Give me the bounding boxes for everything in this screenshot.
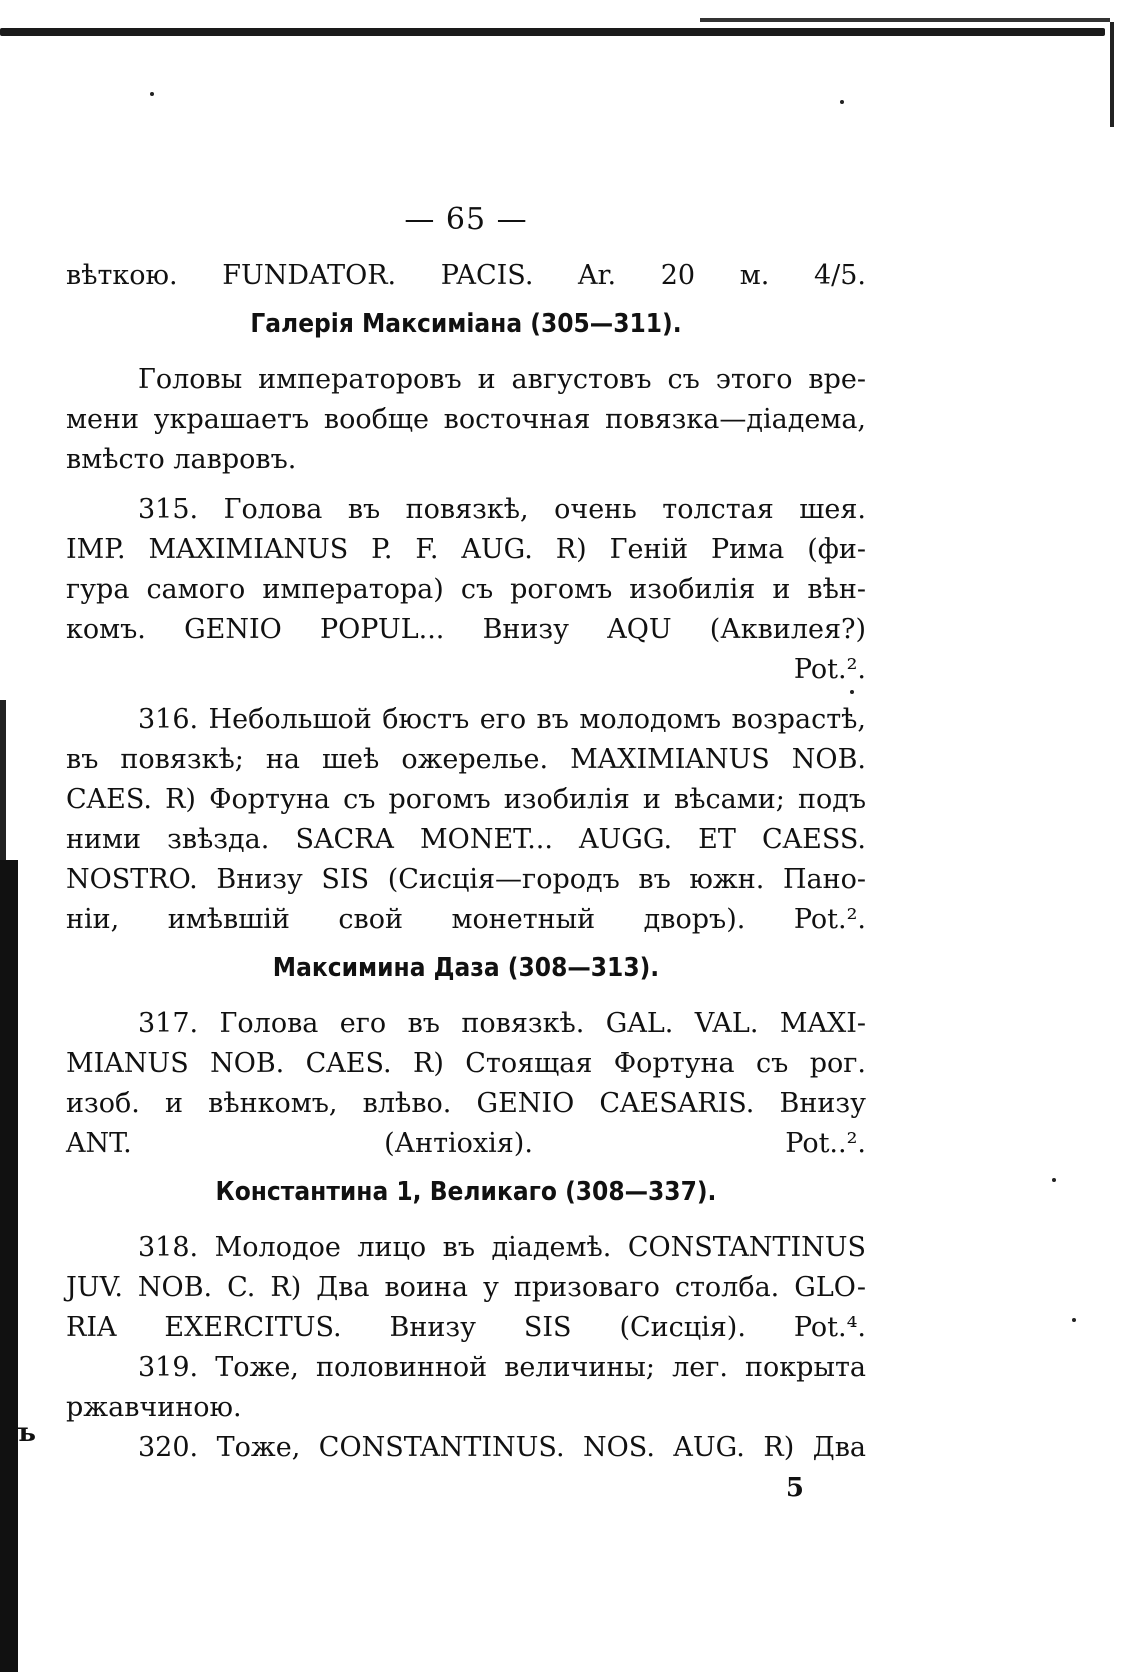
text-line: MIANUS NOB. CAES. R) Стоящая Фортуна съ рог.	[66, 1048, 866, 1079]
text-line: изоб. и вѣнкомъ, влѣво. GENIO CAESARIS. Внизу	[66, 1088, 866, 1119]
margin-note: ъ	[16, 1418, 36, 1448]
speck	[1052, 1178, 1056, 1182]
text-line: въ повязкѣ; на шеѣ ожерелье. MAXIMIANUS NOB.	[66, 744, 866, 775]
scan-edge-top	[0, 28, 1105, 36]
scan-edge-left-thin	[0, 700, 6, 860]
text-line: мени украшаетъ вообще восточная повязка—діадема,	[66, 404, 866, 435]
text-line: вѣткою. FUNDATOR. PACIS. Ar. 20 м. 4/5.	[66, 260, 866, 291]
text-line: 318. Молодое лицо въ діадемѣ. CONSTANTINUS	[138, 1232, 866, 1263]
signature-mark: 5	[785, 1473, 804, 1503]
section-heading: Максимина Даза (308—313).	[272, 953, 660, 983]
text-line: ржавчиною.	[66, 1392, 242, 1423]
text-line: ніи, имѣвшій свой монетный дворъ). Pot.².	[66, 904, 866, 935]
speck	[1072, 1318, 1076, 1322]
text-line: 316. Небольшой бюстъ его въ молодомъ возрастѣ,	[138, 704, 866, 735]
speck	[840, 100, 844, 104]
text-line: NOSTRO. Внизу SIS (Сисція—городъ въ южн. Пано-	[66, 864, 866, 895]
text-line: RIA EXERCITUS. Внизу SIS (Сисція). Pot.⁴.	[66, 1312, 866, 1343]
scan-edge-left	[0, 860, 18, 1672]
text-line: 317. Голова его въ повязкѣ. GAL. VAL. MAXI-	[138, 1008, 866, 1039]
page-number-top: — 65 —	[404, 202, 528, 237]
text-line: гура самого императора) съ рогомъ изобилія и вѣн-	[66, 574, 866, 605]
text-line: 315. Голова въ повязкѣ, очень толстая шея.	[138, 494, 866, 525]
text-line: JUV. NOB. C. R) Два воина у призоваго столба. GLO-	[66, 1272, 866, 1303]
scan-edge-top-thin	[700, 18, 1110, 22]
speck	[150, 92, 154, 96]
text-line: вмѣсто лавровъ.	[66, 444, 297, 475]
text-line: CAES. R) Фортуна съ рогомъ изобилія и вѣсами; подъ	[66, 784, 866, 815]
scan-edge-right	[1110, 22, 1114, 127]
text-line: 319. Тоже, половинной величины; лег. покрыта	[138, 1352, 866, 1383]
text-line: комъ. GENIO POPUL... Внизу AQU (Аквилея?)	[66, 614, 866, 645]
page-text	[66, 256, 866, 1468]
text-line: Pot.².	[793, 654, 866, 685]
section-heading: Галерія Максиміана (305—311).	[250, 309, 682, 339]
text-line: 320. Тоже, CONSTANTINUS. NOS. AUG. R) Два	[138, 1432, 866, 1463]
book-page	[66, 200, 866, 1508]
text-line: IMP. MAXIMIANUS P. F. AUG. R) Геній Рима (фи-	[66, 534, 866, 565]
text-line: ними звѣзда. SACRA MONET... AUGG. ET CAESS.	[66, 824, 866, 855]
text-line: Головы императоровъ и августовъ съ этого вре-	[138, 364, 866, 395]
section-heading: Константина 1, Великаго (308—337).	[215, 1177, 717, 1207]
text-line: ANT. (Антіохія). Pot..².	[66, 1128, 866, 1159]
